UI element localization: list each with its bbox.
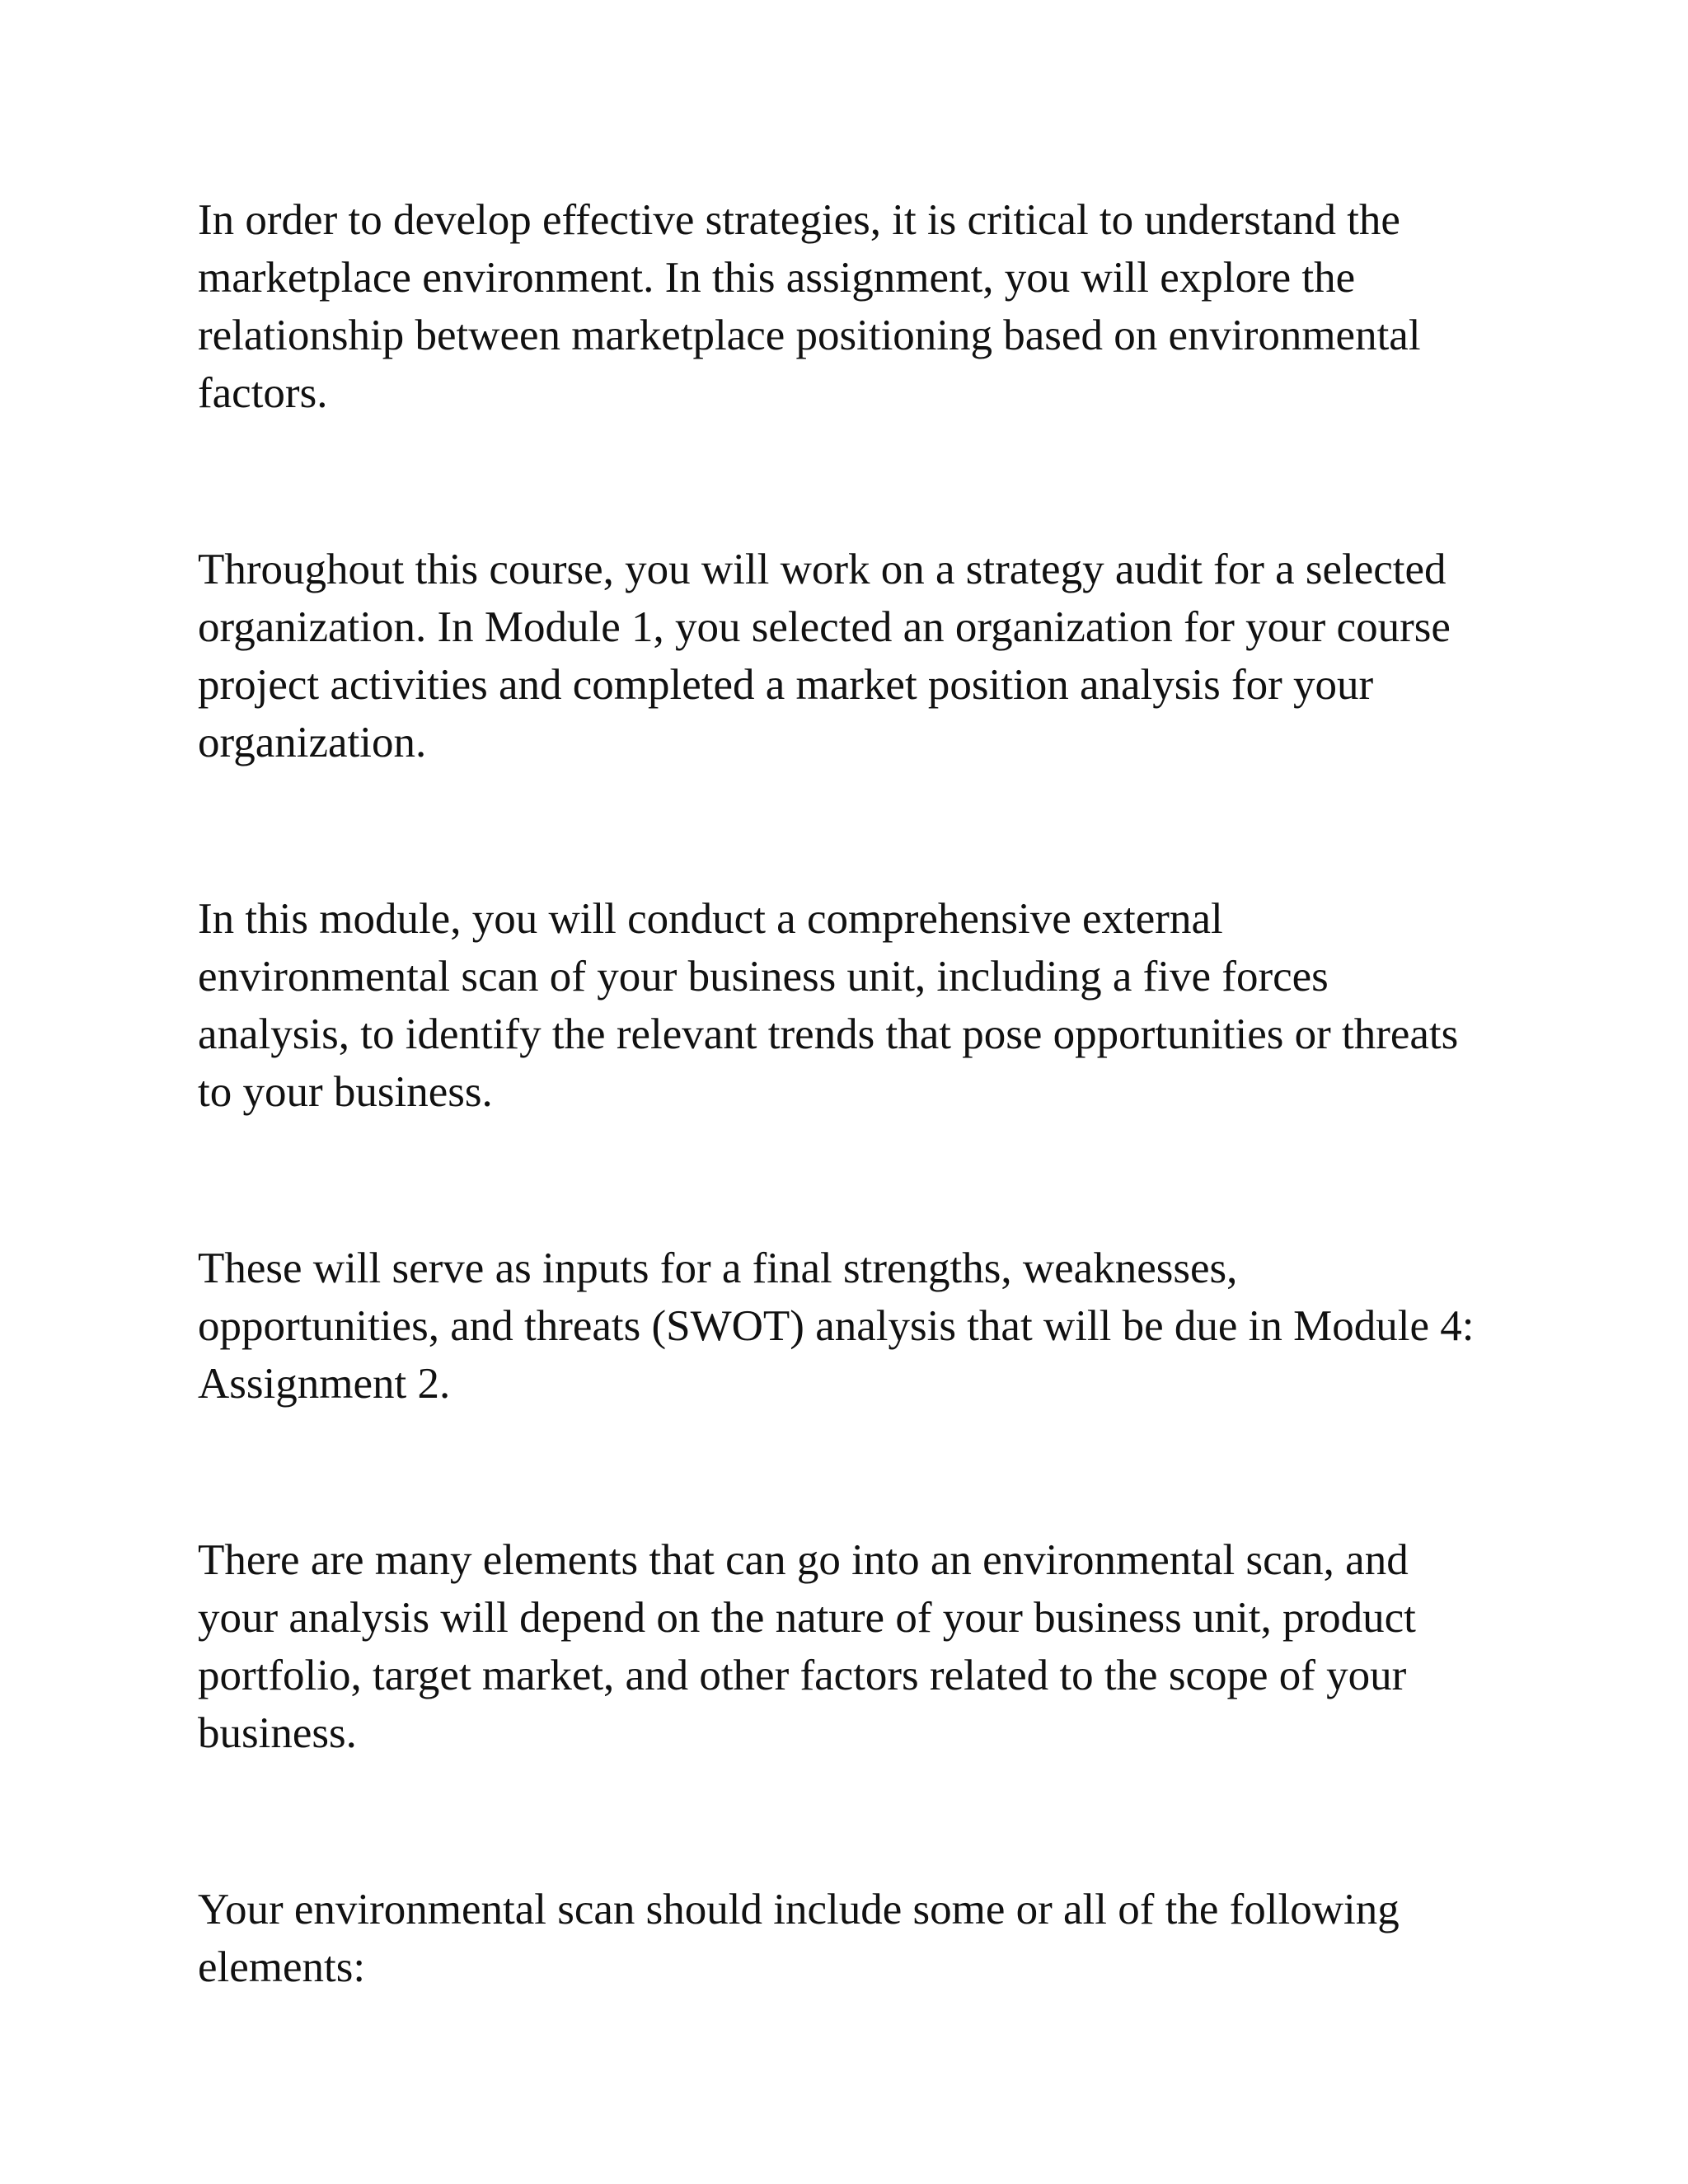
document-body — [198, 191, 1533, 1996]
paragraph-module-scan: In this module, you will conduct a comprehensive external environmental scan of your business unit, including a five forces analysis, to identify the relevant trends that pose opportunities or threats to your business. — [198, 895, 1459, 1116]
paragraph-intro: In order to develop effective strategies, it is critical to understand the marketplace environment. In this assignment, you will explore the relationship between marketplace positioning based on environmental factors. — [198, 196, 1421, 417]
paragraph-course-audit: Throughout this course, you will work on a strategy audit for a selected organization. In Module 1, you selected an organization for your course project activities and completed a market position analysis for your organization. — [198, 546, 1451, 766]
paragraph-elements-intro: Your environmental scan should include some or all of the following elements: — [198, 1886, 1400, 1991]
paragraph-swot-inputs: These will serve as inputs for a final strengths, weaknesses, opportunities, and threats (SWOT) analysis that will be due in Module 4: Assignment 2. — [198, 1244, 1475, 1408]
paragraph-scan-elements: There are many elements that can go into an environmental scan, and your analysis will depend on the nature of your business unit, product portfolio, target market, and other factors related to the scope of your business. — [198, 1536, 1416, 1757]
